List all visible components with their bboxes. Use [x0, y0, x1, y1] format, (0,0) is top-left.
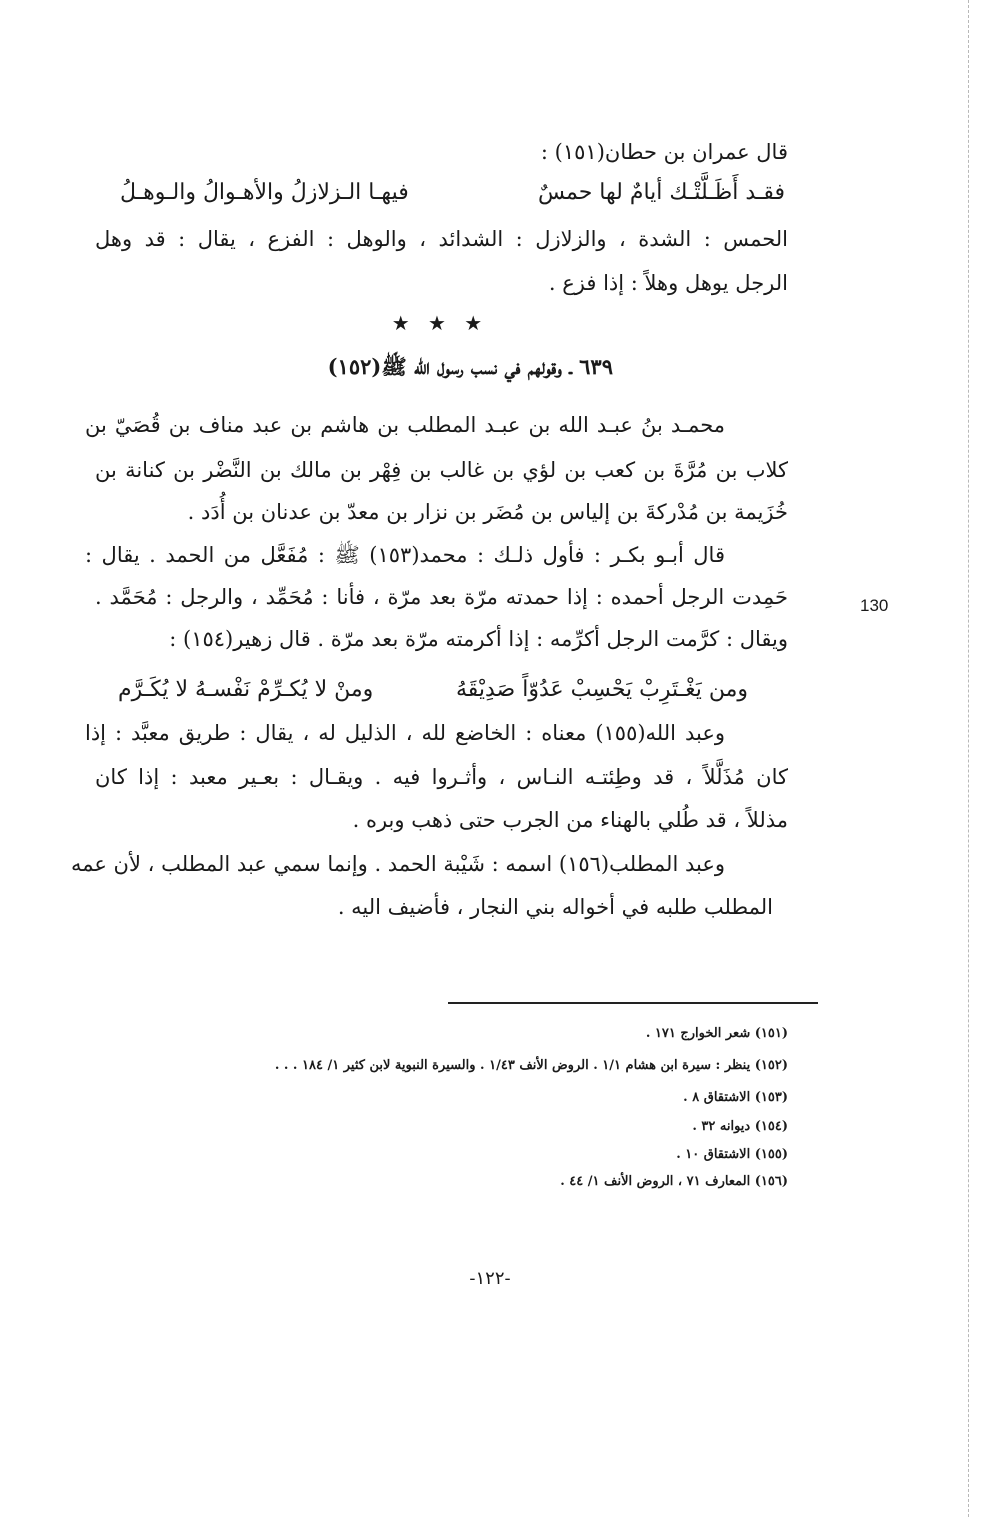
intro-line: قال عمران بن حطان(١٥١) : [540, 140, 788, 164]
footnote-151: (١٥١) شعر الخوارج ١٧١ . [645, 1026, 788, 1041]
footnote-155: (١٥٥) الاشتقاق ١٠ . [676, 1147, 788, 1162]
footnote-154: (١٥٤) ديوانه ٣٢ . [692, 1119, 788, 1134]
lineage-line-2: كلاب بن مُرَّةَ بن كعب بن لؤي بن غالب بن فِهْر بن مالك بن النَّضْر بن كنانة بن [95, 458, 788, 482]
muhammad-para-line-3: ويقال : كرَّمت الرجل أكرِّمه : إذا أكرمته مرّة بعد مرّة . قال زهير(١٥٤) : [169, 627, 788, 651]
page-number: -١٢٢- [469, 1268, 511, 1289]
abdalmuttalib-para-line-2: المطلب طلبه في أخواله بني النجار ، فأضيف اليه . [337, 895, 773, 919]
verse1-second-hemistich: فيهـا الـزلازلُ والأهـوالُ والـوهـلُ [120, 180, 409, 205]
muhammad-para-line-1: قال أبـو بكـر : فأول ذلـك : محمد(١٥٣) ﷺ : مُفَعَّل من الحمد . يقال : [85, 543, 725, 567]
footnote-152: (١٥٢) ينظر : سيرة ابن هشام ١/١ . الروض الأنف ١/٤٣ . والسيرة النبوية لابن كثير ١/ ١٨٤ . . . [274, 1058, 788, 1073]
section-separator-stars: ★ ★ ★ [391, 311, 489, 335]
lineage-line-3: خُزَيمة بن مُدْركةَ بن إلياس بن مُضَر بن نزار بن معدّ بن عدنان بن أُدَد . [187, 500, 788, 524]
abdallah-para-line-1: وعبد الله(١٥٥) معناه : الخاضع لله ، الذليل له ، يقال : طريق معبَّد : إذا [85, 721, 725, 745]
scan-edge-line [967, 0, 969, 1517]
verse2-second-hemistich: ومنْ لا يُكـرِّمْ نَفْسـهُ لا يُكَـرَّم [118, 677, 374, 702]
section-heading: ٦٣٩ ـ وقولهم في نسب رسول الله ﷺ(١٥٢) [327, 354, 613, 379]
abdallah-para-line-3: مذللاً ، قد طُلي بالهناء من الجرب حتى ذهب وبره . [352, 808, 788, 832]
lineage-line-1: محمـد بنُ عبـد الله بن عبـد المطلب بن هاشم بن عبد مناف بن قُصَيّ بن [85, 413, 725, 437]
verse1-first-hemistich: فقـد أَظَـلَّتْـك أيامٌ لها حمسٌ [537, 180, 785, 205]
footnote-156: (١٥٦) المعارف ٧١ ، الروض الأنف ١/ ٤٤ . [560, 1174, 788, 1189]
verse2-first-hemistich: ومن يَغْـتَرِبْ يَحْسِبْ عَدُوّاً صَدِيْقَهُ [455, 677, 748, 702]
explanation-line-1: الحمس : الشدة ، والزلازل : الشدائد ، والوهل : الفزع ، يقال : قد وهل [95, 227, 788, 251]
muhammad-para-line-2: حَمِدت الرجل أحمده : إذا حمدته مرّة بعد مرّة ، فأنا : مُحَمِّد ، والرجل : مُحَمَّد . [95, 585, 788, 609]
abdalmuttalib-para-line-1: وعبد المطلب(١٥٦) اسمه : شَيْبة الحمد . وإنما سمي عبد المطلب ، لأن عمه [70, 852, 725, 876]
margin-page-number: 130 [860, 596, 889, 615]
explanation-line-2: الرجل يوهل وهلاً : إذا فزع . [548, 271, 788, 295]
footnote-separator-rule [448, 1002, 818, 1004]
abdallah-para-line-2: كان مُذَلَّلاً ، قد وطِئتـه النـاس ، وأثـروا فيه . ويقـال : بعـير معبد : إذا كان [95, 765, 788, 789]
footnote-153: (١٥٣) الاشتقاق ٨ . [683, 1090, 788, 1105]
